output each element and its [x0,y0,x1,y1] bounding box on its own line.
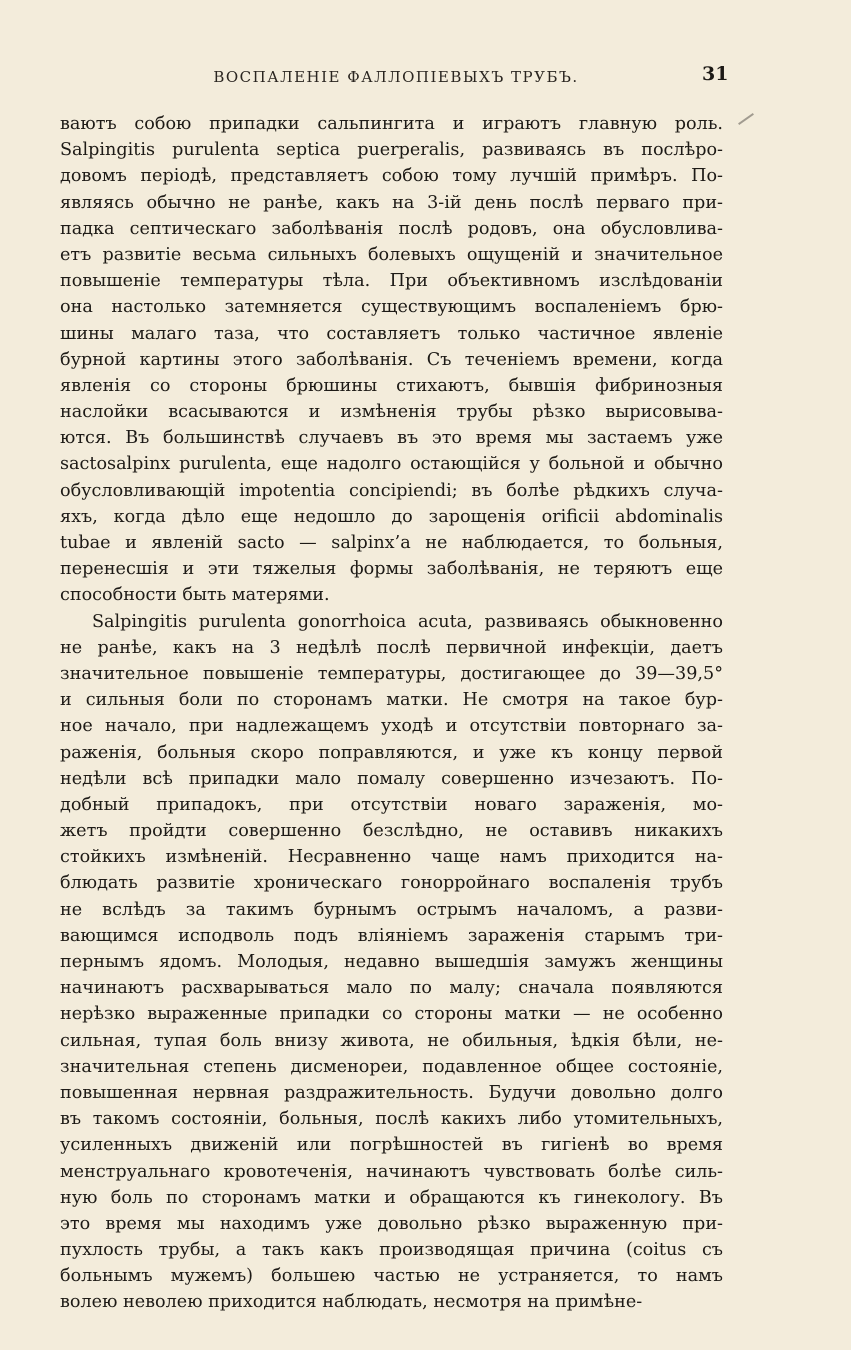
text-line: способности быть матерями. [60,585,330,606]
text-line: наслойки всасываются и измѣненія трубы рѣзко вырисовыва- [60,402,723,423]
margin-pencil-mark [738,113,754,125]
text-line: ваютъ собою припадки сальпингита и играютъ главную роль. [60,114,723,134]
text-line: повышенная нервная раздражительность. Будучи довольно долго [60,1082,723,1103]
text-line: Salpingitis purulenta gonorrhoica acuta, развиваясь обыкновенно [92,611,723,632]
text-line: больнымъ мужемъ) большею частью не устраняется, то намъ [60,1266,723,1287]
text-line: недѣли всѣ припадки мало помалу совершенно изчезаютъ. По- [60,768,723,789]
text-line: ное начало, при надлежащемъ уходѣ и отсутствіи повторнаго за- [60,716,723,737]
text-line: довомъ періодѣ, представляетъ собою тому лучшій примѣръ. По- [60,166,723,187]
running-title: ВОСПАЛЕНІЕ ФАЛЛОПІЕВЫХЪ ТРУБЪ. [213,68,579,86]
text-line: обусловливающій impotentia concipiendi; въ болѣе рѣдкихъ случа- [60,480,723,501]
text-line: перенесшія и эти тяжелыя формы заболѣванія, не теряютъ еще [60,559,723,580]
text-line: усиленныхъ движеній или погрѣшностей въ гигіенѣ во время [60,1135,723,1156]
text-line: явленія со стороны брюшины стихаютъ, бывшія фибринозныя [60,375,723,396]
text-line: бурной картины этого заболѣванія. Съ теченіемъ времени, когда [60,349,723,370]
text-line: пухлость трубы, а такъ какъ производящая причина (coitus съ [60,1240,723,1261]
text-line: она настолько затемняется существующимъ воспаленіемъ брю- [60,297,723,318]
text-line: яхъ, когда дѣло еще недошло до зарощенія orificii abdominalis [60,506,723,527]
text-line: sactosalpinx purulenta, еще надолго остающійся у больной и обычно [60,454,723,475]
paragraph [60,609,723,1316]
text-line: нерѣзко выраженные припадки со стороны матки — не особенно [60,1004,723,1025]
paragraph [60,111,723,609]
text-line: являясь обычно не ранѣе, какъ на 3-ій день послѣ перваго при- [60,192,723,213]
text-line: шины малаго таза, что составляетъ только частичное явленіе [60,323,723,344]
text-line: въ такомъ состояніи, больныя, послѣ какихъ либо утомительныхъ, [60,1109,723,1130]
text-line: не ранѣе, какъ на 3 недѣлѣ послѣ первичной инфекціи, даетъ [60,637,723,658]
text-line: ную боль по сторонамъ матки и обращаются къ гинекологу. Въ [60,1187,723,1208]
text-line: раженія, больныя скоро поправляются, и уже къ концу первой [60,742,723,763]
text-line: начинаютъ расхварываться мало по малу; сначала появляются [60,978,723,999]
text-line: пернымъ ядомъ. Молодыя, недавно вышедшія замужъ женщины [60,952,723,972]
text-line: менструальнаго кровотеченія, начинаютъ чувствовать болѣе силь- [60,1161,723,1182]
text-line: Salpingitis purulenta septica puerperalis, развиваясь въ послѣро- [60,140,723,161]
text-line: это время мы находимъ уже довольно рѣзко выраженную при- [60,1213,723,1234]
text-line: ются. Въ большинствѣ случаевъ въ это время мы застаемъ уже [60,428,723,449]
text-line: стойкихъ измѣненій. Несравненно чаще намъ приходится на- [60,847,723,868]
text-line: сильная, тупая боль внизу живота, не обильныя, ѣдкія бѣли, не- [60,1030,723,1051]
text-line: падка септическаго заболѣванія послѣ родовъ, она обусловлива- [60,218,723,239]
text-line: блюдать развитіе хроническаго гонорройнаго воспаленія трубъ [60,873,723,894]
text-line: не вслѣдъ за такимъ бурнымъ острымъ началомъ, а разви- [60,899,723,920]
text-line: повышеніе температуры тѣла. При объективномъ изслѣдованіи [60,271,723,292]
text-line: жетъ пройдти совершенно безслѣдно, не оставивъ никакихъ [60,821,723,842]
body-text [60,111,723,1316]
text-line: и сильныя боли по сторонамъ матки. Не смотря на такое бур- [60,690,723,711]
text-line: етъ развитіе весьма сильныхъ болевыхъ ощущеній и значительное [60,244,723,265]
text-line: tubae и явленій sacto — salpinx’a не наблюдается, то больныя, [60,533,723,553]
text-line: значительная степень дисменореи, подавленное общее состояніе, [60,1056,723,1077]
text-line: вающимся исподволь подъ вліяніемъ зараженія старымъ три- [60,925,723,946]
text-line: значительное повышеніе температуры, достигающее до 39—39,5° [60,663,723,684]
text-line: добный припадокъ, при отсутствіи новаго зараженія, мо- [60,794,723,815]
page-number: 31 [702,63,729,85]
text-line: волею неволею приходится наблюдать, несмотря на примѣне- [60,1292,643,1313]
